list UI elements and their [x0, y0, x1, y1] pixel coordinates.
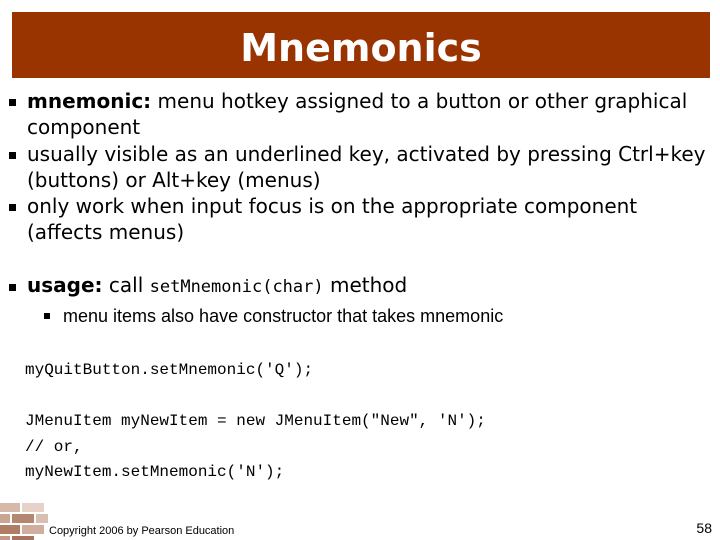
- bullet-4-text-after: method: [323, 273, 408, 297]
- slide-title: Mnemonics: [240, 26, 482, 70]
- bullet-2: [27, 141, 717, 193]
- bullet-marker-1: [9, 99, 16, 106]
- bullet-4: [27, 272, 717, 300]
- bullet-1: [27, 88, 717, 140]
- brick-decoration: [0, 495, 48, 540]
- bullet-marker-4: [9, 284, 16, 291]
- code-line-1: myQuitButton.setMnemonic('Q');: [25, 361, 314, 379]
- copyright-footer: Copyright 2006 by Pearson Education: [49, 525, 235, 537]
- bullet-3: [27, 193, 717, 245]
- bullet-3-text: only work when input focus is on the appropriate component (affects menus): [27, 194, 638, 244]
- code-line-2: JMenuItem myNewItem = new JMenuItem("New", 'N');: [25, 412, 486, 430]
- bullet-1-text: menu hotkey assigned to a button or other graphical component: [27, 89, 688, 139]
- sub-bullet: menu items also have constructor that takes mnemonic: [63, 306, 504, 326]
- code-line-4: myNewItem.setMnemonic('N');: [25, 463, 285, 481]
- sub-bullet-marker: [44, 313, 50, 319]
- bullet-4-text-before: call: [102, 273, 150, 297]
- page-number: 58: [696, 520, 712, 536]
- bullet-2-text: usually visible as an underlined key, activated by pressing Ctrl+key (buttons) or Alt+key (menus): [27, 142, 706, 192]
- bullet-marker-2: [9, 152, 16, 159]
- bullet-marker-3: [9, 204, 16, 211]
- bullet-4-code: setMnemonic(char): [149, 277, 324, 297]
- title-bar: [12, 12, 710, 78]
- code-line-3: // or,: [25, 438, 83, 456]
- bullet-1-lead: mnemonic:: [27, 89, 152, 113]
- bullet-4-lead: usage:: [27, 273, 103, 297]
